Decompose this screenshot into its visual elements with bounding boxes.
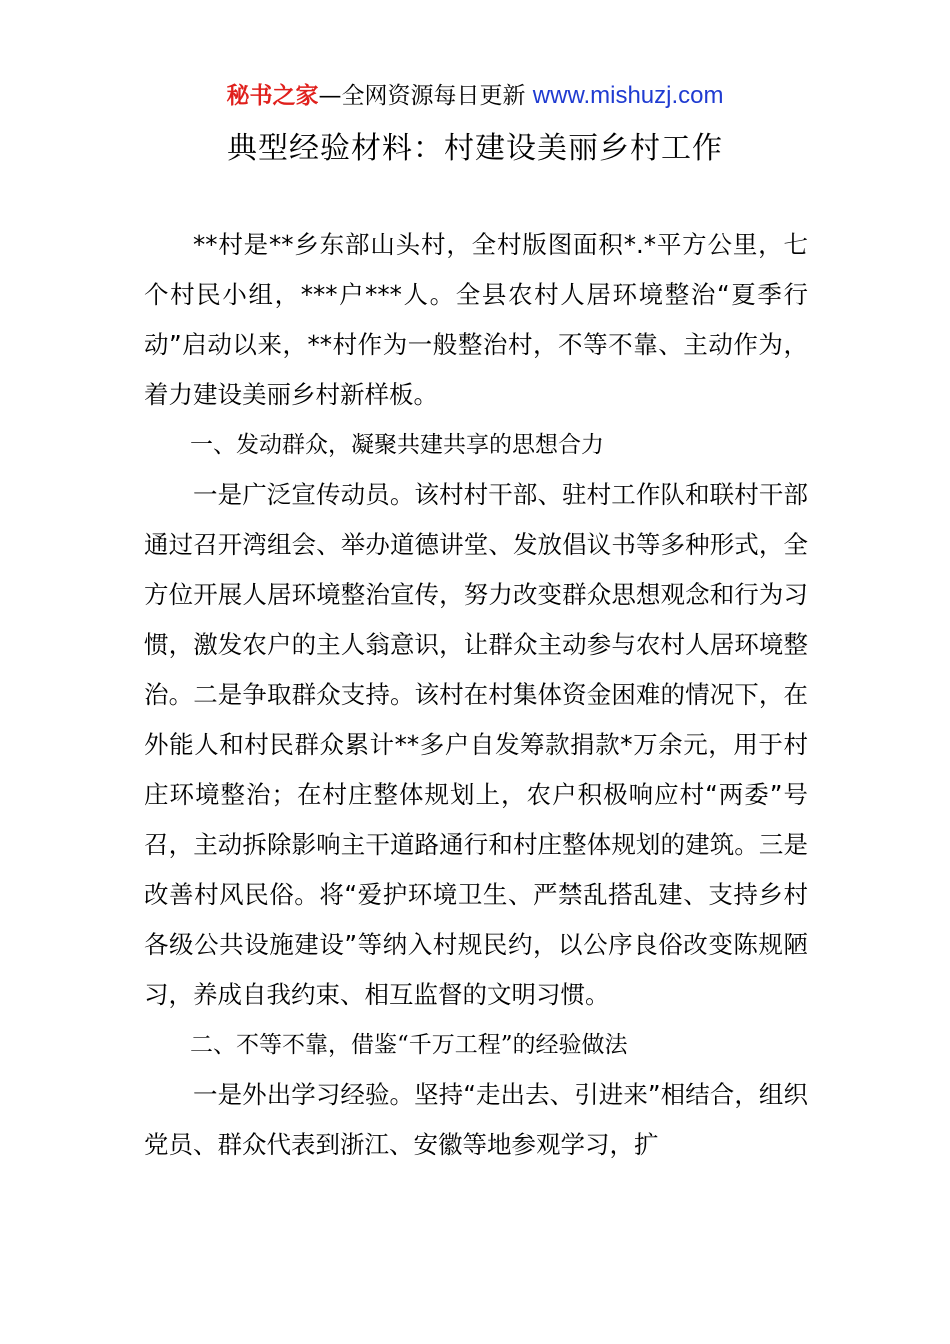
section-heading-2: 二、不等不靠，借鉴“千万工程”的经验做法: [190, 1032, 628, 1058]
site-url-link[interactable]: www.mishuzj.com: [532, 82, 724, 109]
site-tagline: —全网资源每日更新: [318, 83, 533, 109]
section-2-paragraph: 一是外出学习经验。坚持“走出去、引进来”相结合，组织党员、群众代表到浙江、安徽等地参观学习，扩: [144, 1080, 808, 1159]
document-body: [144, 220, 808, 1170]
site-brand: 秘书之家: [226, 83, 319, 109]
intro-paragraph: **村是**乡东部山头村，全村版图面积*.*平方公里，七个村民小组，***户***人。全县农村人居环境整治“夏季行动”启动以来，**村作为一般整治村，不等不靠、主动作为，着力建设美丽乡村新样板。: [144, 230, 808, 409]
section-1-paragraph: 一是广泛宣传动员。该村村干部、驻村工作队和联村干部通过召开湾组会、举办道德讲堂、发放倡议书等多种形式，全方位开展人居环境整治宣传，努力改变群众思想观念和行为习惯，激发农户的主人翁意识，让群众主动参与农村人居环境整治。二是争取群众支持。该村在村集体资金困难的情况下，在外能人和村民群众累计**多户自发筹款捐款*万余元，用于村庄环境整治；在村庄整体规划上，农户积极响应村“两委”号召，主动拆除影响主干道路通行和村庄整体规划的建筑。三是改善村风民俗。将“爱护环境卫生、严禁乱搭乱建、支持乡村各级公共设施建设”等纳入村规民约，以公序良俗改变陈规陋习，养成自我约束、相互监督的文明习惯。: [144, 480, 808, 1009]
site-header: [0, 80, 950, 112]
section-heading-1: 一、发动群众，凝聚共建共享的思想合力: [190, 432, 604, 458]
document-title: 典型经验材料：村建设美丽乡村工作: [227, 131, 723, 166]
